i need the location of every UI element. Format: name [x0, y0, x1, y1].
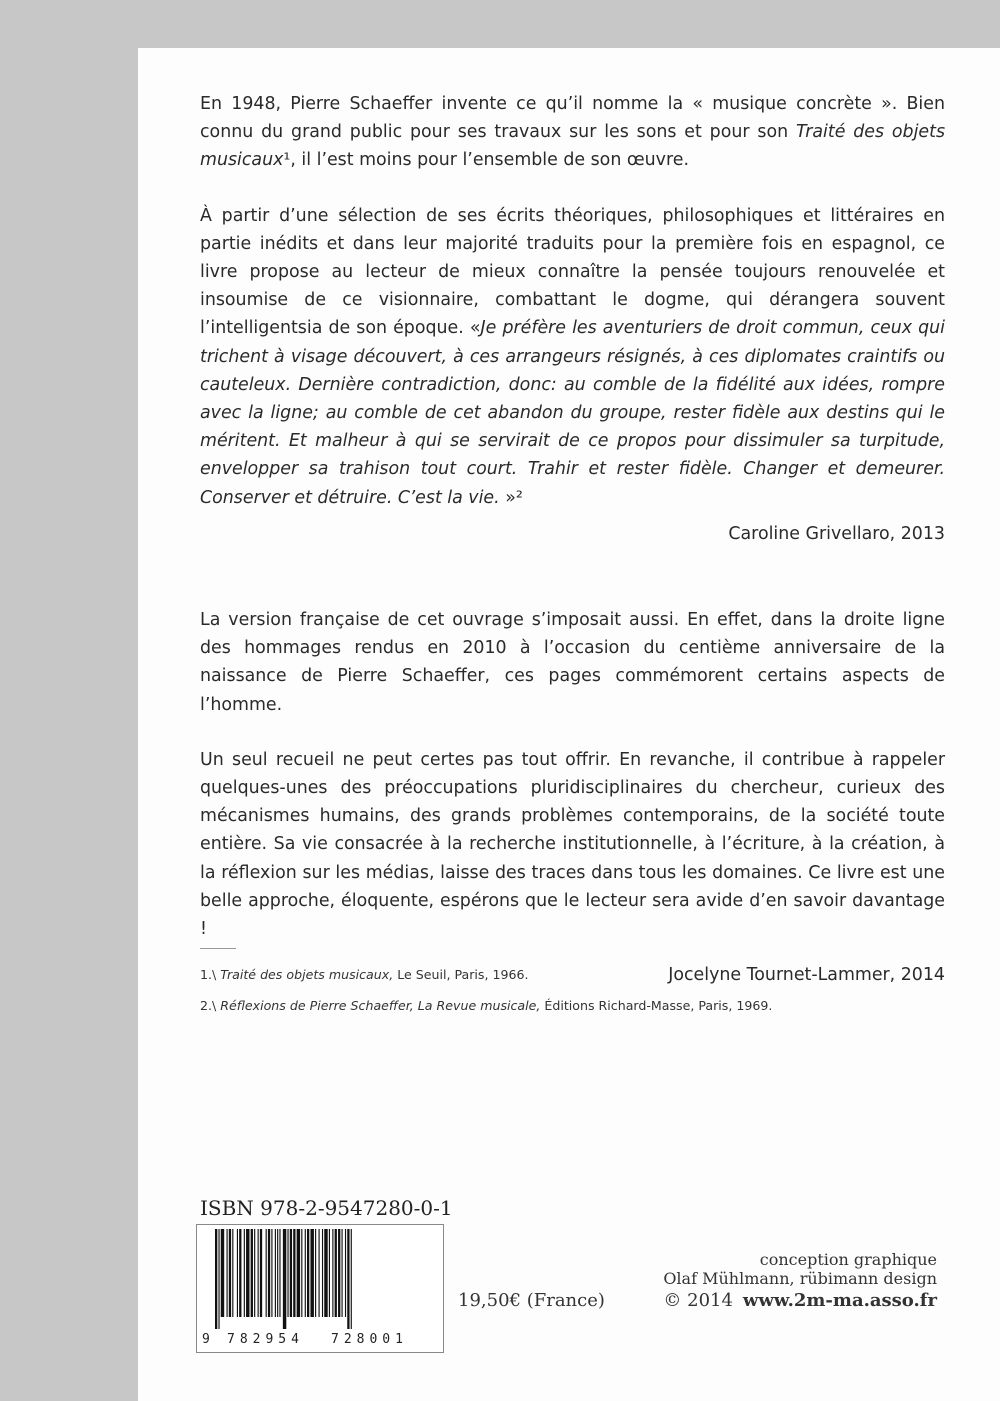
barcode-bar	[218, 1229, 219, 1329]
footnote	[200, 996, 945, 1016]
paragraph	[200, 746, 945, 943]
barcode-bar	[307, 1229, 309, 1317]
copyright: © 2014	[663, 1290, 733, 1311]
barcode-bar	[329, 1229, 330, 1317]
italic-text: Traité des objets musicaux	[200, 122, 945, 171]
barcode-digit-prefix: 9	[202, 1332, 210, 1347]
barcode-bar	[232, 1229, 233, 1317]
barcode-bar	[221, 1229, 224, 1317]
paragraph	[200, 202, 945, 512]
footnotes	[200, 948, 945, 1027]
barcode-bar	[351, 1229, 352, 1329]
barcode-bar	[345, 1229, 346, 1317]
barcode-bar	[310, 1229, 313, 1317]
section-intro	[200, 90, 945, 548]
footnote-rule	[200, 948, 236, 949]
barcode-bar	[258, 1229, 259, 1317]
credits-line: Olaf Mühlmann, rübimann design	[663, 1269, 937, 1288]
credits-line: conception graphique	[759, 1250, 937, 1269]
barcode-bar	[254, 1229, 255, 1317]
barcode-bar	[239, 1229, 241, 1317]
text-run: »²	[499, 487, 523, 508]
footnote	[200, 965, 945, 985]
barcode-bar	[315, 1229, 316, 1317]
barcode-bar	[251, 1229, 253, 1317]
barcode-bar	[342, 1229, 343, 1317]
section-french-edition	[200, 606, 945, 989]
barcode	[196, 1224, 444, 1353]
barcode-bar	[297, 1229, 300, 1317]
barcode-bar	[237, 1229, 238, 1317]
text-run: Le Seuil, Paris, 1966.	[393, 967, 529, 982]
barcode-digit-right-group: 728001	[331, 1332, 408, 1347]
barcode-bars	[215, 1229, 427, 1329]
signature: Caroline Grivellaro, 2013	[728, 523, 945, 544]
barcode-bar	[335, 1229, 337, 1317]
barcode-bar	[332, 1229, 333, 1317]
credits	[663, 1250, 937, 1310]
barcode-bar	[268, 1229, 270, 1317]
barcode-bar	[347, 1229, 349, 1329]
barcode-bar	[301, 1229, 302, 1317]
barcode-bar	[319, 1229, 320, 1317]
barcode-bar	[324, 1229, 327, 1317]
barcode-bar	[290, 1229, 292, 1317]
text-run: La version française de cet ouvrage s’imposait aussi. En effet, dans la droite ligne des hommages rendus en 2010 à l’occasion du centième anniversaire de la naissance de Pierre Schaeffer, ces pages commémorent certains aspects de l’homme.	[200, 610, 945, 715]
barcode-bar	[271, 1229, 272, 1317]
paragraph	[200, 606, 945, 719]
barcode-bar	[277, 1229, 278, 1317]
barcode-bar	[227, 1229, 228, 1317]
barcode-bar	[279, 1229, 280, 1317]
barcode-bar	[266, 1229, 267, 1317]
barcode-bar	[275, 1229, 276, 1317]
barcode-bar	[338, 1229, 340, 1317]
barcode-bar	[260, 1229, 262, 1317]
barcode-bar	[322, 1229, 323, 1317]
barcode-bar	[287, 1229, 288, 1317]
barcode-bar	[305, 1229, 306, 1317]
text-run: 2.\	[200, 998, 221, 1013]
website-link[interactable]: www.2m-ma.asso.fr	[742, 1290, 937, 1311]
paragraph	[200, 90, 945, 175]
price-label: 19,50€ (France)	[458, 1290, 605, 1311]
signature: Jocelyne Tournet-Lammer, 2014	[668, 965, 945, 986]
italic-text: Réflexions de Pierre Schaeffer, La Revue musicale,	[220, 998, 541, 1013]
text-run: Éditions Richard-Masse, Paris, 1969.	[540, 998, 773, 1013]
text-run: À partir d’une sélection de ses écrits théoriques, philosophiques et littéraires en partie inédits et dans leur majorité traduits pour la première fois en espagnol, ce livre propose au lecteur de mieux connaître la pensée toujours renouvelée et insoumise de ce visionnaire, combattant le dogme, qui dérangera souvent l’intelligentsia de son époque. «	[200, 205, 945, 339]
barcode-bar	[215, 1229, 217, 1329]
barcode-bar	[246, 1229, 249, 1317]
text-run: Un seul recueil ne peut certes pas tout offrir. En revanche, il contribue à rappeler quelques-unes des préoccupations pluridisciplinaires du chercheur, curieux des mécanismes humains, des grands problèmes contemporains, de la société toute entière. Sa vie consacrée à la recherche institutionnelle, à l’écriture, à la création, à la réflexion sur les médias, laisse des traces dans tous les domaines. Ce livre est une belle approche, éloquente, espérons que le lecteur sera avide d’en savoir davantage !	[200, 749, 945, 940]
text-run: ¹, il l’est moins pour l’ensemble de son œuvre.	[283, 150, 689, 171]
isbn-label: ISBN 978-2-9547280-0-1	[200, 1196, 453, 1220]
barcode-digit-left-group: 782954	[227, 1332, 304, 1347]
barcode-bar	[244, 1229, 245, 1317]
italic-text: Traité des objets musicaux,	[220, 967, 394, 982]
barcode-bar	[229, 1229, 231, 1317]
text-run: 1.\	[200, 967, 221, 982]
barcode-bar	[283, 1229, 286, 1329]
text-run: En 1948, Pierre Schaeffer invente ce qu’il nomme la « musique concrète ». Bien connu du grand public pour ses travaux sur les sons et pour son	[200, 94, 945, 143]
barcode-bar	[293, 1229, 295, 1317]
italic-text: Je préfère les aventuriers de droit commun, ceux qui trichent à visage découvert, à ces arrangeurs résignés, à ces diplomates craintifs ou cauteleux. Dernière contradiction, donc: au comble de la fidélité aux idées, rompre avec la ligne; au comble de cet abandon du groupe, rester fidèle aux destins qui le méritent. Et malheur à qui se servirait de ce propos pour dissimuler sa turpitude, envelopper sa trahison tout court. Trahir et rester fidèle. Changer et demeurer. Conserver et détruire. C’est la vie.	[200, 318, 946, 508]
